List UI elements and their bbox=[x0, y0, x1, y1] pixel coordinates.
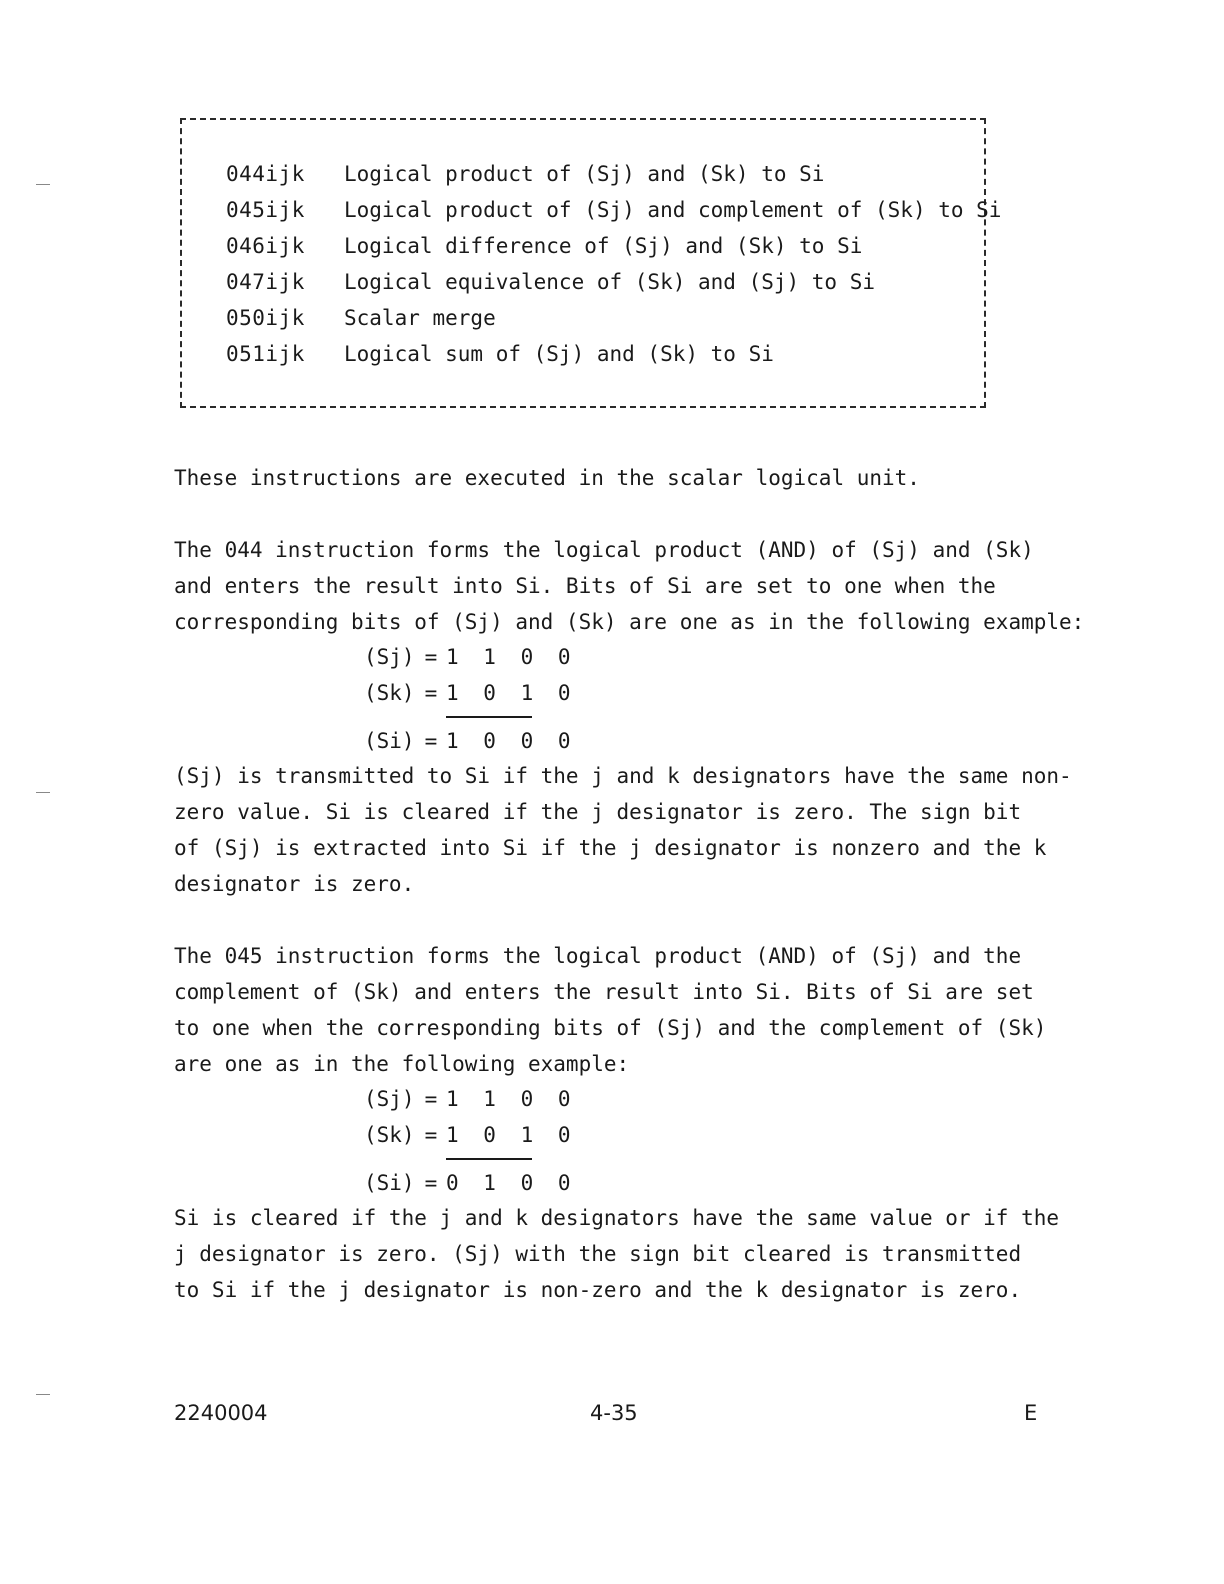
instruction-description: Logical product of (Sj) and (Sk) to Si bbox=[344, 162, 825, 186]
instruction-code: 050ijk bbox=[226, 306, 305, 330]
page-number: 4-35 bbox=[590, 1401, 638, 1425]
paragraph-line: designator is zero. bbox=[174, 872, 415, 896]
paragraph-line: The 044 instruction forms the logical product (AND) of (Sj) and (Sk) bbox=[174, 538, 1034, 562]
paragraph-line: corresponding bits of (Sj) and (Sk) are one as in the following example: bbox=[174, 610, 1085, 634]
instruction-description: Logical equivalence of (Sk) and (Sj) to Si bbox=[344, 270, 876, 294]
paragraph-line: j designator is zero. (Sj) with the sign bit cleared is transmitted bbox=[174, 1242, 1022, 1266]
equals-sign: = bbox=[424, 1087, 438, 1111]
equals-sign: = bbox=[424, 1123, 438, 1147]
paragraph-line: to Si if the j designator is non-zero and the k designator is zero. bbox=[174, 1278, 1022, 1302]
equals-sign: = bbox=[424, 645, 438, 669]
example-bits: 1 0 1 0 bbox=[446, 1123, 577, 1147]
paragraph-line: to one when the corresponding bits of (Sj) and the complement of (Sk) bbox=[174, 1016, 1047, 1040]
margin-mark bbox=[36, 1394, 50, 1395]
instruction-row bbox=[226, 336, 774, 372]
margin-mark bbox=[36, 792, 50, 793]
example-bits: 1 0 1 0 bbox=[446, 681, 577, 705]
instruction-row bbox=[226, 156, 824, 192]
paragraph-line: Si is cleared if the j and k designators have the same value or if the bbox=[174, 1206, 1060, 1230]
margin-mark bbox=[36, 184, 50, 185]
instruction-description: Logical sum of (Sj) and (Sk) to Si bbox=[344, 342, 774, 366]
example-row bbox=[364, 1120, 577, 1150]
example-operand: (Sj) bbox=[364, 645, 415, 669]
instruction-row bbox=[226, 300, 496, 336]
result-rule bbox=[446, 1158, 532, 1160]
paragraph-line: The 045 instruction forms the logical product (AND) of (Sj) and the bbox=[174, 944, 1022, 968]
instruction-code: 045ijk bbox=[226, 198, 305, 222]
equals-sign: = bbox=[424, 681, 438, 705]
paragraph-045 bbox=[174, 938, 1047, 1082]
instruction-row bbox=[226, 192, 1001, 228]
example-operand: (Sk) bbox=[364, 1123, 415, 1147]
example-operand: (Sj) bbox=[364, 1087, 415, 1111]
paragraph-line: are one as in the following example: bbox=[174, 1052, 630, 1076]
document-number: 2240004 bbox=[174, 1401, 268, 1425]
instruction-code: 047ijk bbox=[226, 270, 305, 294]
instruction-description: Scalar merge bbox=[344, 306, 496, 330]
paragraph-line: (Sj) is transmitted to Si if the j and k designators have the same non- bbox=[174, 764, 1072, 788]
paragraph-line: These instructions are executed in the scalar logical unit. bbox=[174, 466, 920, 490]
instruction-description: Logical difference of (Sj) and (Sk) to Si bbox=[344, 234, 863, 258]
instruction-code: 044ijk bbox=[226, 162, 305, 186]
example-operand: (Si) bbox=[364, 1171, 415, 1195]
result-rule bbox=[446, 716, 532, 718]
instruction-row bbox=[226, 228, 862, 264]
example-bits: 1 1 0 0 bbox=[446, 645, 577, 669]
example-row bbox=[364, 1168, 577, 1198]
example-row bbox=[364, 642, 577, 672]
paragraph-line: of (Sj) is extracted into Si if the j designator is nonzero and the k bbox=[174, 836, 1047, 860]
intro-paragraph bbox=[174, 460, 1044, 496]
example-operand: (Si) bbox=[364, 729, 415, 753]
instruction-code: 051ijk bbox=[226, 342, 305, 366]
example-bits: 1 0 0 0 bbox=[446, 729, 577, 753]
revision-letter: E bbox=[1024, 1401, 1038, 1425]
example-bits: 1 1 0 0 bbox=[446, 1087, 577, 1111]
paragraph-line: and enters the result into Si. Bits of Si are set to one when the bbox=[174, 574, 996, 598]
example-row bbox=[364, 678, 577, 708]
paragraph-line: complement of (Sk) and enters the result into Si. Bits of Si are set bbox=[174, 980, 1034, 1004]
instruction-row bbox=[226, 264, 875, 300]
example-operand: (Sk) bbox=[364, 681, 415, 705]
paragraph-044 bbox=[174, 532, 1085, 640]
equals-sign: = bbox=[424, 729, 438, 753]
paragraph-044-continued bbox=[174, 758, 1072, 902]
instruction-code: 046ijk bbox=[226, 234, 305, 258]
example-row bbox=[364, 1084, 577, 1114]
paragraph-line: zero value. Si is cleared if the j designator is zero. The sign bit bbox=[174, 800, 1022, 824]
instruction-description: Logical product of (Sj) and complement of (Sk) to Si bbox=[344, 198, 1002, 222]
paragraph-045-continued bbox=[174, 1200, 1060, 1308]
example-row bbox=[364, 726, 577, 756]
example-bits: 0 1 0 0 bbox=[446, 1171, 577, 1195]
equals-sign: = bbox=[424, 1171, 438, 1195]
